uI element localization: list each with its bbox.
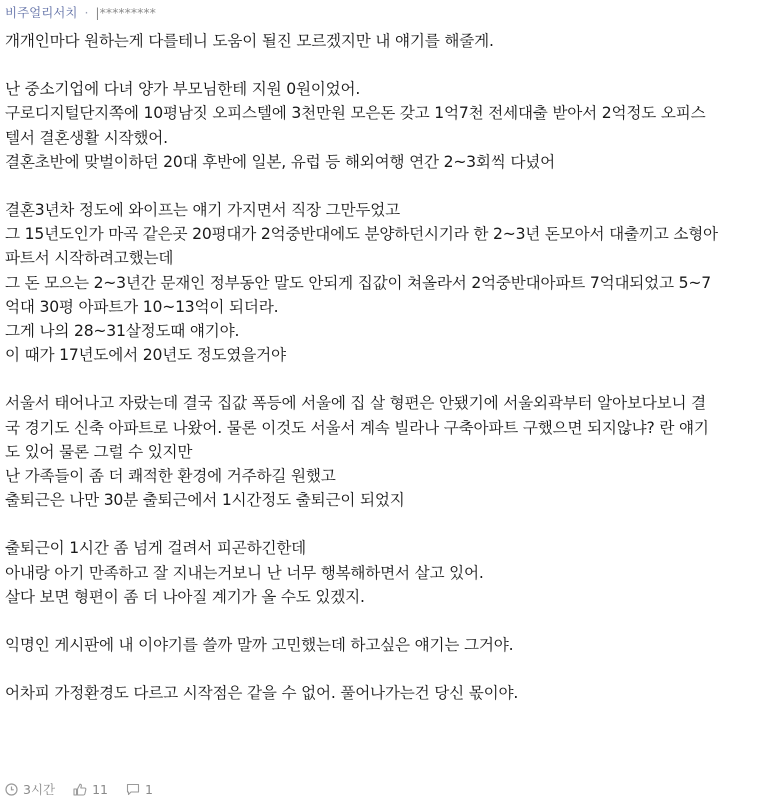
time-label: 3시간 xyxy=(23,782,56,797)
text-line: 익명인 게시판에 내 이야기를 쓸까 말까 고민했는데 하고싶은 얘기는 그거야. xyxy=(5,636,514,655)
post-footer xyxy=(5,779,171,799)
comment-icon xyxy=(126,783,140,796)
text-line: 결혼초반에 맞벌이하던 20대 후반에 일본, 유럽 등 해외여행 연간 2~3회씩 다녔어 xyxy=(5,152,555,171)
text-line: 그게 나의 28~31살정도때 얘기야. xyxy=(5,322,240,341)
paragraph xyxy=(5,633,765,657)
text-line: 어차피 가정환경도 다르고 시작점은 같을 수 없어. 풀어나가는건 당신 몫이야. xyxy=(5,684,519,703)
masked-info: |********* xyxy=(95,5,156,20)
text-line: 출퇴근이 1시간 좀 넘게 걸려서 피곤하긴한데 xyxy=(5,539,307,558)
thumbs-up-icon xyxy=(73,783,87,796)
text-line: 난 가족들이 좀 더 쾌적한 환경에 거주하길 원했고 xyxy=(5,467,336,486)
comment-count: 1 xyxy=(145,781,153,797)
paragraph xyxy=(5,391,765,512)
text-line: 국 경기도 신축 아파트로 나왔어. 물론 이것도 서울서 계속 빌라나 구축아파트 구했으면 되지않냐? 란 얘기 xyxy=(5,418,709,437)
paragraph xyxy=(5,681,765,705)
text-line: 살다 보면 형편이 좀 더 나아질 계기가 올 수도 있겠지. xyxy=(5,587,365,606)
text-line: 출퇴근은 나만 30분 출퇴근에서 1시간정도 출퇴근이 되었지 xyxy=(5,491,405,510)
like-button[interactable] xyxy=(73,782,108,797)
text-line: 아내랑 아기 만족하고 잘 지내는거보니 난 너무 행복해하면서 살고 있어. xyxy=(5,563,484,582)
text-line: 개개인마다 원하는게 다를테니 도움이 될진 모르겠지만 내 얘기를 해줄게. xyxy=(5,32,494,50)
text-line: 구로디지털단지쪽에 10평남짓 오피스텔에 3천만원 모은돈 갖고 1억7천 전세대출 받아서 2억정도 오피스 xyxy=(5,104,706,123)
like-count: 11 xyxy=(92,781,109,797)
text-line: 그 15년도인가 마곡 같은곳 20평대가 2억중반대에도 분양하던시기라 한 2~3년 돈모아서 대출끼고 소형아 xyxy=(5,225,718,244)
post-meta xyxy=(5,4,156,22)
text-line: 텔서 결혼생활 시작했어. xyxy=(5,128,168,147)
paragraph xyxy=(5,198,765,367)
paragraph xyxy=(5,77,765,174)
text-line: 억대 30평 아파트가 10~13억이 되더라. xyxy=(5,297,279,316)
author-name[interactable]: 비주얼리서치 xyxy=(5,5,78,20)
text-line: 도 있어 물론 그럴 수 있지만 xyxy=(5,442,193,461)
paragraph xyxy=(5,29,765,53)
paragraph xyxy=(5,536,765,609)
meta-separator: · xyxy=(84,5,89,20)
text-line: 난 중소기업에 다녀 양가 부모님한테 지원 0원이었어. xyxy=(5,80,361,99)
text-line: 그 돈 모으는 2~3년간 문재인 정부동안 말도 안되게 집값이 쳐올라서 2억중반대아파트 7억대되었고 5~7 xyxy=(5,273,711,292)
post-time xyxy=(5,780,55,798)
comment-button[interactable] xyxy=(126,782,153,797)
text-line: 이 때가 17년도에서 20년도 정도였을거야 xyxy=(5,346,286,365)
post-body xyxy=(5,29,765,729)
text-line: 파트서 시작하려고했는데 xyxy=(5,249,174,268)
text-line: 결혼3년차 정도에 와이프는 얘기 가지면서 직장 그만두었고 xyxy=(5,201,400,220)
clock-icon xyxy=(5,783,18,796)
text-line: 서울서 태어나고 자랐는데 결국 집값 폭등에 서울에 집 살 형편은 안됐기에 서울외곽부터 알아보다보니 결 xyxy=(5,394,706,413)
